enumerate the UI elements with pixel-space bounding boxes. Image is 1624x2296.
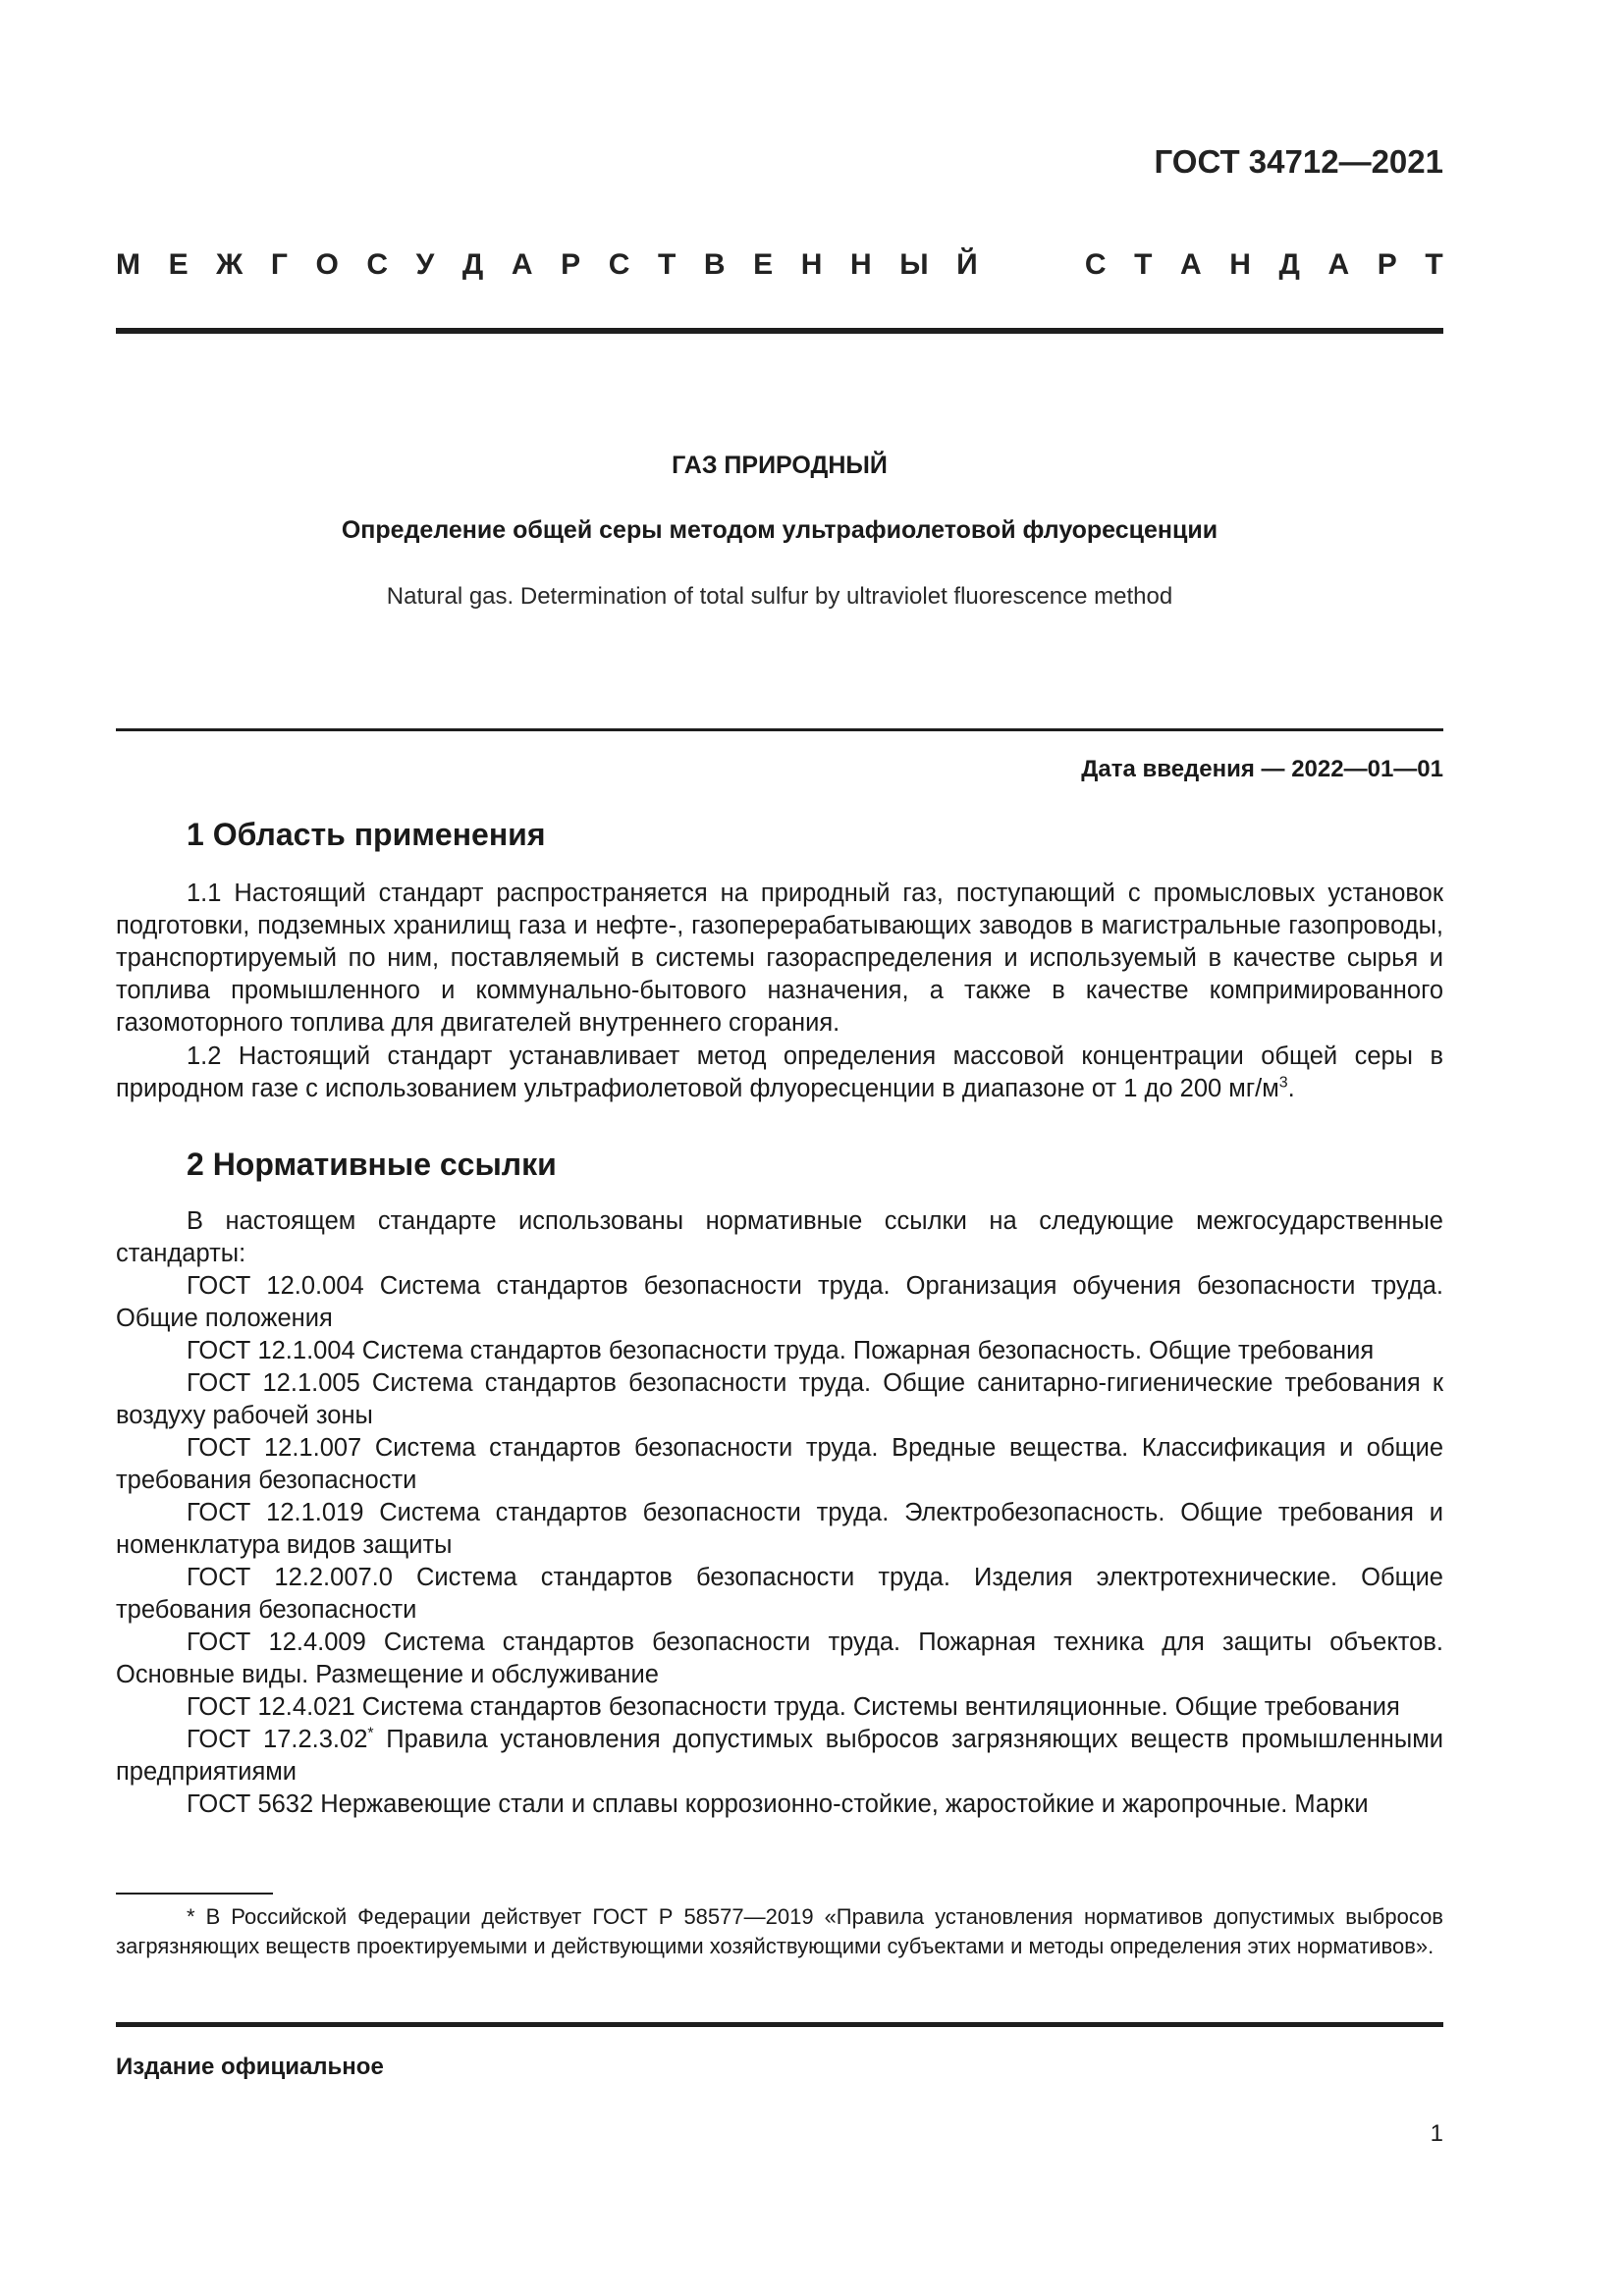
document-title: ГАЗ ПРИРОДНЫЙ xyxy=(672,452,888,479)
paragraph-1-1-text: 1.1 Настоящий стандарт распространяется на природный газ, поступающий с промысловых установок подготовки, подземных хранилищ газа и нефте-, газоперерабатывающих заводов в магистральные газопроводы, транспортируемый по ним, поставляемый в системы газораспределения и используемый в качестве сырья и топлива промышленного и коммунально-бытового назначения, а также в качестве компримированного газомоторного топлива для двигателей внутреннего сгорания. xyxy=(116,880,1443,1037)
heading-letter: Н xyxy=(1229,248,1251,281)
reference-code: ГОСТ 17.2.3.02 xyxy=(187,1726,368,1753)
reference-text: ГОСТ 12.4.021 Система стандартов безопасности труда. Системы вентиляционные. Общие требования xyxy=(187,1693,1400,1721)
paragraph-1-1 xyxy=(116,878,1443,1040)
reference-item xyxy=(116,1270,1443,1335)
heading-letter: С xyxy=(1084,248,1107,281)
heading-letter: О xyxy=(315,248,339,281)
heading-letter: Д xyxy=(461,248,484,281)
heading-letter: Р xyxy=(561,248,581,281)
normative-references-list xyxy=(116,1205,1443,1821)
heading-letter: Й xyxy=(956,248,978,281)
heading-letter: Т xyxy=(1134,248,1153,281)
heading-letter: А xyxy=(511,248,533,281)
heading-letter: А xyxy=(1327,248,1350,281)
standard-number: ГОСТ 34712—2021 xyxy=(1154,143,1443,180)
heading-letter: В xyxy=(703,248,726,281)
introduction-date: Дата введения — 2022—01—01 xyxy=(1081,756,1443,782)
heading-letter: Н xyxy=(849,248,872,281)
reference-text: ГОСТ 5632 Нержавеющие стали и сплавы коррозионно-стойкие, жаростойкие и жаропрочные. Марки xyxy=(187,1790,1369,1818)
paragraph-1-2-end: . xyxy=(1287,1075,1295,1102)
heading-letter: Ж xyxy=(216,248,244,281)
reference-text: ГОСТ 12.1.007 Система стандартов безопасности труда. Вредные вещества. Классификация и общие требования безопасности xyxy=(116,1434,1443,1494)
word-gap xyxy=(1005,248,1056,282)
reference-text: ГОСТ 12.4.009 Система стандартов безопасности труда. Пожарная техника для защиты объектов. Основные виды. Размещение и обслуживание xyxy=(116,1629,1443,1688)
reference-item xyxy=(116,1497,1443,1562)
footnote-text: * В Российской Федерации действует ГОСТ Р 58577—2019 «Правила установления нормативов допустимых выбросов загрязняющих веществ проектируемыми и действующими хозяйствующими субъектами и методы определения этих нормативов». xyxy=(116,1904,1443,1958)
reference-text: Правила установления допустимых выбросов загрязняющих веществ промышленными предприятиями xyxy=(116,1726,1443,1786)
reference-text: ГОСТ 12.1.005 Система стандартов безопасности труда. Общие санитарно-гигиенические требования к воздуху рабочей зоны xyxy=(116,1369,1443,1429)
standard-type-heading xyxy=(116,248,1443,282)
reference-text: ГОСТ 12.1.004 Система стандартов безопасности труда. Пожарная безопасность. Общие требования xyxy=(187,1337,1375,1364)
footnote-marker: * xyxy=(367,1725,374,1742)
page-number: 1 xyxy=(1430,2120,1443,2147)
superscript-cubed: 3 xyxy=(1278,1074,1288,1092)
heading-letter: Н xyxy=(800,248,823,281)
heading-letter: Р xyxy=(1377,248,1397,281)
title-divider xyxy=(116,728,1443,731)
heading-letter: Д xyxy=(1278,248,1300,281)
references-intro-text: В настоящем стандарте использованы нормативные ссылки на следующие межгосударственные стандарты: xyxy=(116,1207,1443,1267)
heading-letter: М xyxy=(116,248,140,281)
header-divider xyxy=(116,328,1443,334)
heading-letter: А xyxy=(1180,248,1202,281)
paragraph-1-2 xyxy=(116,1041,1443,1105)
official-edition-label: Издание официальное xyxy=(116,2054,384,2080)
heading-letter: Ы xyxy=(899,248,929,281)
reference-item xyxy=(116,1367,1443,1432)
footer-divider xyxy=(116,2022,1443,2027)
reference-text: ГОСТ 12.2.007.0 Система стандартов безопасности труда. Изделия электротехнические. Общие требования безопасности xyxy=(116,1564,1443,1624)
document-title-english: Natural gas. Determination of total sulfur by ultraviolet fluorescence method xyxy=(386,583,1173,610)
heading-letter: Е xyxy=(753,248,774,281)
paragraph-1-2-text: 1.2 Настоящий стандарт устанавливает метод определения массовой концентрации общей серы в природном газе с использованием ультрафиолетовой флуоресценции в диапазоне от 1 до 200 мг/м xyxy=(116,1042,1443,1102)
section-heading-normative-refs: 2 Нормативные ссылки xyxy=(187,1147,557,1182)
section-heading-scope: 1 Область применения xyxy=(187,817,546,852)
heading-letter: У xyxy=(415,248,435,281)
reference-text: ГОСТ 12.0.004 Система стандартов безопасности труда. Организация обучения безопасности труда. Общие положения xyxy=(116,1272,1443,1332)
footnote xyxy=(116,1902,1443,1961)
reference-item xyxy=(116,1627,1443,1691)
reference-item xyxy=(116,1432,1443,1497)
heading-letter: С xyxy=(366,248,389,281)
reference-item xyxy=(116,1691,1443,1724)
reference-item xyxy=(116,1724,1443,1789)
heading-letter: Т xyxy=(1425,248,1443,281)
document-subtitle: Определение общей серы методом ультрафиолетовой флуоресценции xyxy=(341,516,1218,544)
reference-item xyxy=(116,1789,1443,1821)
reference-text: ГОСТ 12.1.019 Система стандартов безопасности труда. Электробезопасность. Общие требования и номенклатура видов защиты xyxy=(116,1499,1443,1559)
heading-letter: Г xyxy=(270,248,288,281)
footnote-divider xyxy=(116,1893,273,1895)
heading-letter: С xyxy=(608,248,630,281)
references-intro xyxy=(116,1205,1443,1270)
heading-letter: Е xyxy=(168,248,189,281)
reference-item xyxy=(116,1562,1443,1627)
reference-item xyxy=(116,1335,1443,1367)
heading-letter: Т xyxy=(657,248,677,281)
